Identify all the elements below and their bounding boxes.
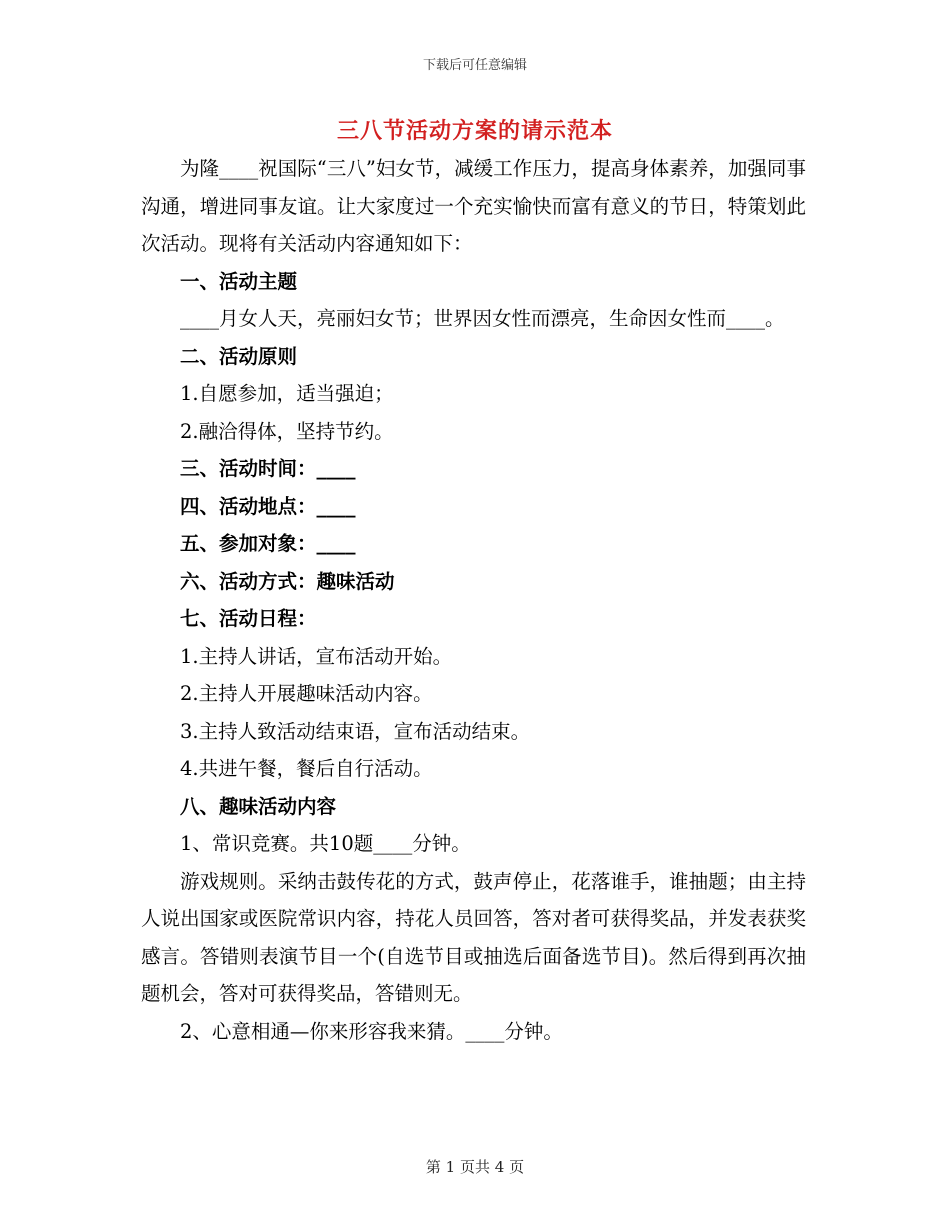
- activity-item: 1、常识竞赛。共10题____分钟。: [180, 832, 471, 855]
- activity-item: 2、心意相通—你来形容我来猜。____分钟。: [180, 1019, 563, 1043]
- section-heading-location: 四、活动地点：____: [180, 494, 356, 518]
- schedule-item: 2.主持人开展趣味活动内容。: [180, 682, 433, 705]
- schedule-item: 4.共进午餐，餐后自行活动。: [180, 757, 433, 780]
- section-heading-time: 三、活动时间：____: [180, 457, 356, 480]
- theme-paragraph: ____月女人天，亮丽妇女节；世界因女性而漂亮，生命因女性而____。: [180, 307, 785, 330]
- game-rules-paragraph: 游戏规则。采纳击鼓传花的方式，鼓声停止，花落谁手，谁抽题；由主持人说出国家或医院常识内容，持花人员回答，答对者可获得奖品，并发表获奖感言。答错则表演节目一个(自选节目或抽选后面备选节目)。然后得到再次抽题机会，答对可获得奖品，答错则无。: [141, 869, 806, 1005]
- document-title: 三八节活动方案的请示范本: [336, 118, 613, 144]
- schedule-item: 3.主持人致活动结束语，宣布活动结束。: [180, 719, 531, 743]
- section-heading-participants: 五、参加对象：____: [180, 532, 356, 555]
- section-heading-activities: 八、趣味活动内容: [180, 794, 337, 818]
- schedule-item: 1.主持人讲话，宣布活动开始。: [180, 644, 453, 668]
- page-footer: 第 1 页共 4 页: [425, 1158, 525, 1176]
- principle-item: 2.融洽得体，坚持节约。: [180, 419, 394, 443]
- header-note: 下载后可任意编辑: [422, 58, 527, 73]
- section-heading-method: 六、活动方式：趣味活动: [180, 569, 395, 593]
- section-heading-schedule: 七、活动日程：: [180, 607, 317, 630]
- principle-item: 1.自愿参加，适当强迫；: [180, 382, 394, 405]
- section-heading-principles: 二、活动原则: [180, 344, 298, 368]
- document-body: [141, 150, 806, 1050]
- section-heading-theme: 一、活动主题: [180, 269, 298, 293]
- intro-paragraph: 为隆____祝国际“三八”妇女节，减缓工作压力，提高身体素养，加强同事沟通，增进同事友谊。让大家度过一个充实愉快而富有意义的节日，特策划此次活动。现将有关活动内容通知如下：: [141, 157, 806, 255]
